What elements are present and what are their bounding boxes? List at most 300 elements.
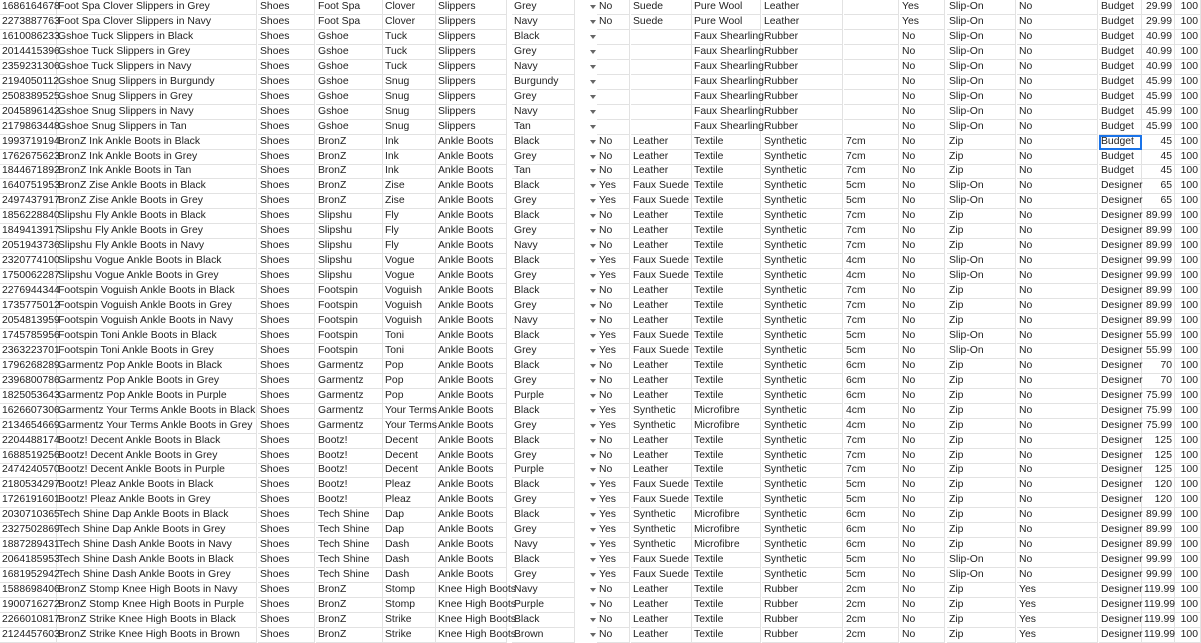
cell-model[interactable]: Clover <box>383 15 436 30</box>
cell-type[interactable]: Slippers <box>436 30 507 45</box>
cell-c9[interactable]: Faux Suede <box>631 194 692 209</box>
cell-c12[interactable]: 6cm <box>844 508 899 523</box>
cell-cat[interactable]: Shoes <box>258 389 315 404</box>
cell-name[interactable]: BronZ Zise Ankle Boots in Black <box>56 179 257 194</box>
cell-cat[interactable]: Shoes <box>258 135 315 150</box>
cell-c12[interactable] <box>844 120 899 135</box>
cell-c11[interactable]: Synthetic <box>762 254 843 269</box>
cell-name[interactable]: BronZ Strike Knee High Boots in Brown <box>56 628 257 643</box>
cell-c14[interactable]: Zip <box>947 239 1016 254</box>
cell-model[interactable]: Dash <box>383 538 436 553</box>
dropdown-arrow-icon[interactable] <box>590 35 596 39</box>
cell-cat[interactable]: Shoes <box>258 463 315 478</box>
cell-c15[interactable]: No <box>1017 120 1098 135</box>
cell-name[interactable]: Bootz! Pleaz Ankle Boots in Black <box>56 478 257 493</box>
cell-model[interactable]: Voguish <box>383 299 436 314</box>
cell-c15[interactable]: No <box>1017 239 1098 254</box>
cell-id[interactable]: 1796268289 <box>0 359 57 374</box>
cell-c8[interactable]: No <box>597 389 630 404</box>
cell-c10[interactable]: Textile <box>692 299 761 314</box>
cell-colour[interactable]: Black <box>512 329 575 344</box>
cell-type[interactable]: Ankle Boots <box>436 164 507 179</box>
cell-c14[interactable]: Zip <box>947 209 1016 224</box>
cell-c12[interactable]: 5cm <box>844 553 899 568</box>
cell-c13[interactable]: No <box>900 553 945 568</box>
cell-price[interactable]: 120 <box>1142 478 1175 493</box>
dropdown-arrow-icon[interactable] <box>590 543 596 547</box>
cell-price[interactable]: 45.99 <box>1142 120 1175 135</box>
cell-c8[interactable]: No <box>597 135 630 150</box>
cell-c9[interactable] <box>631 60 692 75</box>
cell-model[interactable]: Tuck <box>383 45 436 60</box>
cell-c12[interactable]: 2cm <box>844 613 899 628</box>
cell-brand[interactable]: Gshoe <box>316 45 383 60</box>
cell-tier[interactable]: Designer <box>1099 239 1142 254</box>
cell-tier[interactable]: Designer <box>1099 179 1142 194</box>
cell-id[interactable]: 1750062287 <box>0 269 57 284</box>
cell-c12[interactable]: 4cm <box>844 254 899 269</box>
cell-c10[interactable]: Textile <box>692 164 761 179</box>
cell-c10[interactable]: Textile <box>692 209 761 224</box>
cell-c12[interactable]: 6cm <box>844 389 899 404</box>
cell-c9[interactable]: Faux Suede <box>631 568 692 583</box>
cell-colour[interactable]: Black <box>512 30 575 45</box>
cell-brand[interactable]: Garmentz <box>316 374 383 389</box>
cell-c9[interactable] <box>631 105 692 120</box>
cell-c9[interactable]: Leather <box>631 389 692 404</box>
cell-type[interactable]: Knee High Boots <box>436 583 507 598</box>
cell-c10[interactable]: Faux Shearling <box>692 45 761 60</box>
cell-c14[interactable]: Slip-On <box>947 45 1016 60</box>
cell-c12[interactable] <box>844 0 899 15</box>
cell-c12[interactable] <box>844 105 899 120</box>
cell-model[interactable]: Voguish <box>383 284 436 299</box>
cell-c9[interactable]: Faux Suede <box>631 478 692 493</box>
cell-cat[interactable]: Shoes <box>258 164 315 179</box>
cell-c10[interactable]: Faux Shearling <box>692 30 761 45</box>
cell-c14[interactable]: Slip-On <box>947 194 1016 209</box>
cell-model[interactable]: Pop <box>383 374 436 389</box>
cell-tier[interactable]: Designer <box>1099 553 1142 568</box>
cell-id[interactable]: 2204488174 <box>0 434 57 449</box>
cell-c11[interactable]: Synthetic <box>762 269 843 284</box>
cell-c9[interactable] <box>631 75 692 90</box>
cell-stock[interactable]: 100 <box>1174 553 1201 568</box>
dropdown-arrow-icon[interactable] <box>590 155 596 159</box>
cell-c11[interactable]: Synthetic <box>762 463 843 478</box>
cell-c8[interactable]: Yes <box>597 269 630 284</box>
cell-c9[interactable]: Leather <box>631 628 692 643</box>
cell-name[interactable]: Slipshu Vogue Ankle Boots in Grey <box>56 269 257 284</box>
cell-c9[interactable]: Suede <box>631 0 692 15</box>
cell-c15[interactable]: No <box>1017 359 1098 374</box>
cell-c11[interactable]: Rubber <box>762 598 843 613</box>
cell-type[interactable]: Ankle Boots <box>436 135 507 150</box>
cell-id[interactable]: 1640751953 <box>0 179 57 194</box>
cell-c14[interactable]: Slip-On <box>947 75 1016 90</box>
cell-c14[interactable]: Zip <box>947 224 1016 239</box>
cell-c10[interactable]: Textile <box>692 135 761 150</box>
cell-id[interactable]: 2180534297 <box>0 478 57 493</box>
cell-c12[interactable]: 7cm <box>844 463 899 478</box>
cell-cat[interactable]: Shoes <box>258 0 315 15</box>
cell-c12[interactable]: 4cm <box>844 269 899 284</box>
cell-model[interactable]: Zise <box>383 179 436 194</box>
cell-tier[interactable]: Designer <box>1099 314 1142 329</box>
cell-stock[interactable]: 100 <box>1174 508 1201 523</box>
cell-colour[interactable]: Grey <box>512 299 575 314</box>
cell-name[interactable]: Foot Spa Clover Slippers in Grey <box>56 0 257 15</box>
dropdown-arrow-icon[interactable] <box>590 483 596 487</box>
dropdown-arrow-icon[interactable] <box>590 140 596 144</box>
cell-c13[interactable]: No <box>900 419 945 434</box>
dropdown-arrow-icon[interactable] <box>590 304 596 308</box>
cell-name[interactable]: BronZ Zise Ankle Boots in Grey <box>56 194 257 209</box>
cell-c14[interactable]: Zip <box>947 613 1016 628</box>
cell-name[interactable]: BronZ Ink Ankle Boots in Black <box>56 135 257 150</box>
cell-cat[interactable]: Shoes <box>258 538 315 553</box>
cell-brand[interactable]: Gshoe <box>316 120 383 135</box>
cell-colour[interactable]: Grey <box>512 419 575 434</box>
cell-c15[interactable]: No <box>1017 299 1098 314</box>
cell-type[interactable]: Ankle Boots <box>436 389 507 404</box>
cell-type[interactable]: Ankle Boots <box>436 419 507 434</box>
cell-c13[interactable]: No <box>900 359 945 374</box>
cell-brand[interactable]: Foot Spa <box>316 15 383 30</box>
cell-cat[interactable]: Shoes <box>258 493 315 508</box>
cell-type[interactable]: Ankle Boots <box>436 314 507 329</box>
cell-id[interactable]: 1849413917 <box>0 224 57 239</box>
cell-colour[interactable]: Navy <box>512 314 575 329</box>
cell-c13[interactable]: No <box>900 45 945 60</box>
cell-id[interactable]: 2134654669 <box>0 419 57 434</box>
cell-c9[interactable] <box>631 45 692 60</box>
cell-c11[interactable]: Synthetic <box>762 329 843 344</box>
cell-c13[interactable]: No <box>900 449 945 464</box>
cell-cat[interactable]: Shoes <box>258 613 315 628</box>
cell-c9[interactable]: Leather <box>631 449 692 464</box>
cell-colour[interactable]: Grey <box>512 568 575 583</box>
cell-c11[interactable]: Synthetic <box>762 404 843 419</box>
cell-id[interactable]: 2045896142 <box>0 105 57 120</box>
cell-c10[interactable]: Microfibre <box>692 523 761 538</box>
cell-colour[interactable]: Navy <box>512 583 575 598</box>
cell-c10[interactable]: Textile <box>692 314 761 329</box>
cell-brand[interactable]: Footspin <box>316 314 383 329</box>
cell-name[interactable]: Gshoe Tuck Slippers in Grey <box>56 45 257 60</box>
cell-cat[interactable]: Shoes <box>258 508 315 523</box>
cell-stock[interactable]: 100 <box>1174 463 1201 478</box>
dropdown-arrow-icon[interactable] <box>590 618 596 622</box>
cell-price[interactable]: 65 <box>1142 194 1175 209</box>
cell-type[interactable]: Ankle Boots <box>436 463 507 478</box>
cell-c9[interactable]: Faux Suede <box>631 329 692 344</box>
cell-stock[interactable]: 100 <box>1174 449 1201 464</box>
cell-model[interactable]: Your Terms <box>383 419 436 434</box>
cell-name[interactable]: Gshoe Snug Slippers in Grey <box>56 90 257 105</box>
cell-c12[interactable]: 7cm <box>844 164 899 179</box>
cell-tier[interactable]: Designer <box>1099 568 1142 583</box>
cell-brand[interactable]: BronZ <box>316 583 383 598</box>
cell-brand[interactable]: BronZ <box>316 613 383 628</box>
dropdown-arrow-icon[interactable] <box>590 110 596 114</box>
cell-price[interactable]: 45.99 <box>1142 105 1175 120</box>
cell-c8[interactable]: Yes <box>597 404 630 419</box>
cell-c9[interactable]: Leather <box>631 434 692 449</box>
cell-type[interactable]: Ankle Boots <box>436 254 507 269</box>
cell-model[interactable]: Vogue <box>383 269 436 284</box>
cell-cat[interactable]: Shoes <box>258 299 315 314</box>
dropdown-arrow-icon[interactable] <box>590 274 596 278</box>
cell-colour[interactable]: Grey <box>512 150 575 165</box>
cell-c8[interactable] <box>597 120 630 135</box>
cell-price[interactable]: 99.99 <box>1142 254 1175 269</box>
cell-id[interactable]: 2276944344 <box>0 284 57 299</box>
cell-cat[interactable]: Shoes <box>258 628 315 643</box>
cell-tier[interactable]: Budget <box>1099 120 1142 135</box>
cell-price[interactable]: 45.99 <box>1142 75 1175 90</box>
cell-c10[interactable]: Textile <box>692 359 761 374</box>
cell-id[interactable]: 2396800786 <box>0 374 57 389</box>
dropdown-arrow-icon[interactable] <box>590 125 596 129</box>
dropdown-arrow-icon[interactable] <box>590 424 596 428</box>
cell-c9[interactable]: Faux Suede <box>631 179 692 194</box>
cell-c15[interactable]: No <box>1017 135 1098 150</box>
cell-id[interactable]: 1887289431 <box>0 538 57 553</box>
cell-colour[interactable]: Black <box>512 478 575 493</box>
cell-c15[interactable]: No <box>1017 434 1098 449</box>
cell-c14[interactable]: Slip-On <box>947 105 1016 120</box>
cell-name[interactable]: Bootz! Decent Ankle Boots in Purple <box>56 463 257 478</box>
cell-model[interactable]: Dash <box>383 568 436 583</box>
cell-c11[interactable]: Synthetic <box>762 135 843 150</box>
cell-price[interactable]: 55.99 <box>1142 329 1175 344</box>
cell-stock[interactable]: 100 <box>1174 194 1201 209</box>
cell-c10[interactable]: Faux Shearling <box>692 60 761 75</box>
cell-c11[interactable]: Rubber <box>762 45 843 60</box>
cell-tier[interactable]: Budget <box>1099 30 1142 45</box>
cell-colour[interactable]: Black <box>512 553 575 568</box>
cell-brand[interactable]: Footspin <box>316 344 383 359</box>
cell-stock[interactable]: 100 <box>1174 344 1201 359</box>
cell-colour[interactable]: Navy <box>512 15 575 30</box>
cell-cat[interactable]: Shoes <box>258 404 315 419</box>
cell-type[interactable]: Slippers <box>436 90 507 105</box>
cell-tier[interactable]: Designer <box>1099 613 1142 628</box>
cell-model[interactable]: Toni <box>383 344 436 359</box>
cell-c15[interactable]: No <box>1017 150 1098 165</box>
dropdown-arrow-icon[interactable] <box>590 95 596 99</box>
cell-colour[interactable]: Brown <box>512 628 575 643</box>
cell-cat[interactable]: Shoes <box>258 359 315 374</box>
cell-id[interactable]: 2508389525 <box>0 90 57 105</box>
cell-brand[interactable]: Gshoe <box>316 30 383 45</box>
cell-c8[interactable]: No <box>597 0 630 15</box>
cell-type[interactable]: Ankle Boots <box>436 449 507 464</box>
cell-tier[interactable]: Designer <box>1099 194 1142 209</box>
cell-c8[interactable]: No <box>597 164 630 179</box>
cell-tier[interactable]: Designer <box>1099 224 1142 239</box>
cell-c13[interactable]: No <box>900 329 945 344</box>
cell-c11[interactable]: Synthetic <box>762 224 843 239</box>
cell-brand[interactable]: Bootz! <box>316 478 383 493</box>
cell-cat[interactable]: Shoes <box>258 523 315 538</box>
cell-model[interactable]: Pleaz <box>383 493 436 508</box>
cell-price[interactable]: 89.99 <box>1142 224 1175 239</box>
cell-c10[interactable]: Textile <box>692 583 761 598</box>
cell-c14[interactable]: Slip-On <box>947 120 1016 135</box>
cell-c11[interactable]: Synthetic <box>762 568 843 583</box>
cell-colour[interactable]: Grey <box>512 344 575 359</box>
cell-c12[interactable] <box>844 45 899 60</box>
cell-c14[interactable]: Zip <box>947 135 1016 150</box>
cell-c11[interactable]: Synthetic <box>762 374 843 389</box>
cell-c12[interactable] <box>844 60 899 75</box>
cell-c8[interactable]: Yes <box>597 179 630 194</box>
dropdown-arrow-icon[interactable] <box>590 319 596 323</box>
cell-c14[interactable]: Zip <box>947 583 1016 598</box>
cell-c10[interactable]: Textile <box>692 613 761 628</box>
cell-name[interactable]: BronZ Ink Ankle Boots in Grey <box>56 150 257 165</box>
cell-c11[interactable]: Rubber <box>762 583 843 598</box>
cell-c11[interactable]: Synthetic <box>762 359 843 374</box>
cell-id[interactable]: 1610086233 <box>0 30 57 45</box>
cell-c12[interactable]: 2cm <box>844 598 899 613</box>
cell-colour[interactable]: Black <box>512 508 575 523</box>
cell-c12[interactable] <box>844 75 899 90</box>
cell-price[interactable]: 89.99 <box>1142 523 1175 538</box>
cell-colour[interactable]: Black <box>512 284 575 299</box>
cell-tier[interactable]: Budget <box>1099 45 1142 60</box>
cell-colour[interactable]: Grey <box>512 493 575 508</box>
cell-c15[interactable]: No <box>1017 254 1098 269</box>
cell-c14[interactable]: Zip <box>947 374 1016 389</box>
cell-cat[interactable]: Shoes <box>258 314 315 329</box>
cell-c10[interactable]: Textile <box>692 269 761 284</box>
cell-c13[interactable]: No <box>900 344 945 359</box>
cell-c10[interactable]: Textile <box>692 449 761 464</box>
cell-c13[interactable]: No <box>900 224 945 239</box>
cell-c13[interactable]: Yes <box>900 15 945 30</box>
cell-c12[interactable]: 5cm <box>844 329 899 344</box>
cell-id[interactable]: 1588698406 <box>0 583 57 598</box>
cell-cat[interactable]: Shoes <box>258 120 315 135</box>
cell-c12[interactable]: 7cm <box>844 434 899 449</box>
cell-c13[interactable]: No <box>900 508 945 523</box>
cell-c13[interactable]: No <box>900 538 945 553</box>
cell-colour[interactable]: Black <box>512 135 575 150</box>
cell-c12[interactable]: 7cm <box>844 449 899 464</box>
cell-c12[interactable]: 6cm <box>844 359 899 374</box>
cell-c14[interactable]: Zip <box>947 508 1016 523</box>
cell-name[interactable]: Tech Shine Dap Ankle Boots in Grey <box>56 523 257 538</box>
cell-c10[interactable]: Faux Shearling <box>692 120 761 135</box>
cell-c12[interactable]: 5cm <box>844 478 899 493</box>
dropdown-arrow-icon[interactable] <box>590 334 596 338</box>
cell-c11[interactable]: Leather <box>762 0 843 15</box>
cell-c8[interactable]: No <box>597 583 630 598</box>
cell-id[interactable]: 2194050112 <box>0 75 57 90</box>
cell-c15[interactable]: Yes <box>1017 583 1098 598</box>
cell-tier[interactable]: Designer <box>1099 389 1142 404</box>
cell-price[interactable]: 99.99 <box>1142 568 1175 583</box>
cell-c12[interactable]: 5cm <box>844 344 899 359</box>
cell-c8[interactable]: No <box>597 463 630 478</box>
cell-model[interactable]: Ink <box>383 150 436 165</box>
cell-c14[interactable]: Zip <box>947 493 1016 508</box>
cell-c13[interactable]: No <box>900 478 945 493</box>
cell-brand[interactable]: Garmentz <box>316 404 383 419</box>
cell-c10[interactable]: Faux Shearling <box>692 105 761 120</box>
cell-type[interactable]: Ankle Boots <box>436 568 507 583</box>
cell-c9[interactable] <box>631 30 692 45</box>
cell-c13[interactable]: No <box>900 389 945 404</box>
cell-c13[interactable]: No <box>900 105 945 120</box>
cell-colour[interactable]: Burgundy <box>512 75 575 90</box>
cell-c12[interactable]: 7cm <box>844 299 899 314</box>
cell-tier[interactable]: Budget <box>1099 90 1142 105</box>
cell-cat[interactable]: Shoes <box>258 15 315 30</box>
cell-c12[interactable]: 2cm <box>844 583 899 598</box>
cell-tier[interactable]: Budget <box>1099 105 1142 120</box>
cell-c11[interactable]: Synthetic <box>762 478 843 493</box>
cell-tier[interactable]: Designer <box>1099 538 1142 553</box>
cell-type[interactable]: Ankle Boots <box>436 508 507 523</box>
cell-cat[interactable]: Shoes <box>258 105 315 120</box>
cell-c13[interactable]: No <box>900 404 945 419</box>
cell-cat[interactable]: Shoes <box>258 568 315 583</box>
cell-c11[interactable]: Synthetic <box>762 179 843 194</box>
dropdown-arrow-icon[interactable] <box>590 214 596 218</box>
cell-c9[interactable]: Leather <box>631 359 692 374</box>
cell-colour[interactable]: Grey <box>512 45 575 60</box>
cell-c9[interactable]: Faux Suede <box>631 254 692 269</box>
cell-name[interactable]: Bootz! Decent Ankle Boots in Grey <box>56 449 257 464</box>
cell-price[interactable]: 89.99 <box>1142 538 1175 553</box>
cell-c8[interactable]: Yes <box>597 553 630 568</box>
cell-price[interactable]: 99.99 <box>1142 269 1175 284</box>
cell-c9[interactable]: Suede <box>631 15 692 30</box>
cell-stock[interactable]: 100 <box>1174 45 1201 60</box>
cell-tier[interactable]: Budget <box>1099 0 1142 15</box>
cell-id[interactable]: 2327502869 <box>0 523 57 538</box>
cell-c9[interactable]: Synthetic <box>631 419 692 434</box>
cell-c9[interactable]: Faux Suede <box>631 269 692 284</box>
cell-price[interactable]: 119.99 <box>1142 583 1175 598</box>
cell-c8[interactable]: No <box>597 598 630 613</box>
cell-id[interactable]: 1688519256 <box>0 449 57 464</box>
cell-c15[interactable]: No <box>1017 508 1098 523</box>
cell-colour[interactable]: Grey <box>512 374 575 389</box>
cell-c13[interactable]: No <box>900 613 945 628</box>
cell-price[interactable]: 119.99 <box>1142 613 1175 628</box>
cell-model[interactable]: Tuck <box>383 60 436 75</box>
cell-tier[interactable]: Designer <box>1099 493 1142 508</box>
cell-c11[interactable]: Synthetic <box>762 449 843 464</box>
cell-c13[interactable]: No <box>900 75 945 90</box>
cell-c10[interactable]: Textile <box>692 239 761 254</box>
cell-c11[interactable]: Synthetic <box>762 538 843 553</box>
cell-stock[interactable]: 100 <box>1174 135 1201 150</box>
cell-c13[interactable]: No <box>900 284 945 299</box>
cell-tier[interactable]: Designer <box>1099 463 1142 478</box>
cell-model[interactable]: Decent <box>383 434 436 449</box>
cell-c14[interactable]: Zip <box>947 299 1016 314</box>
cell-c9[interactable]: Leather <box>631 463 692 478</box>
cell-price[interactable]: 65 <box>1142 179 1175 194</box>
cell-stock[interactable]: 100 <box>1174 389 1201 404</box>
cell-price[interactable]: 125 <box>1142 434 1175 449</box>
